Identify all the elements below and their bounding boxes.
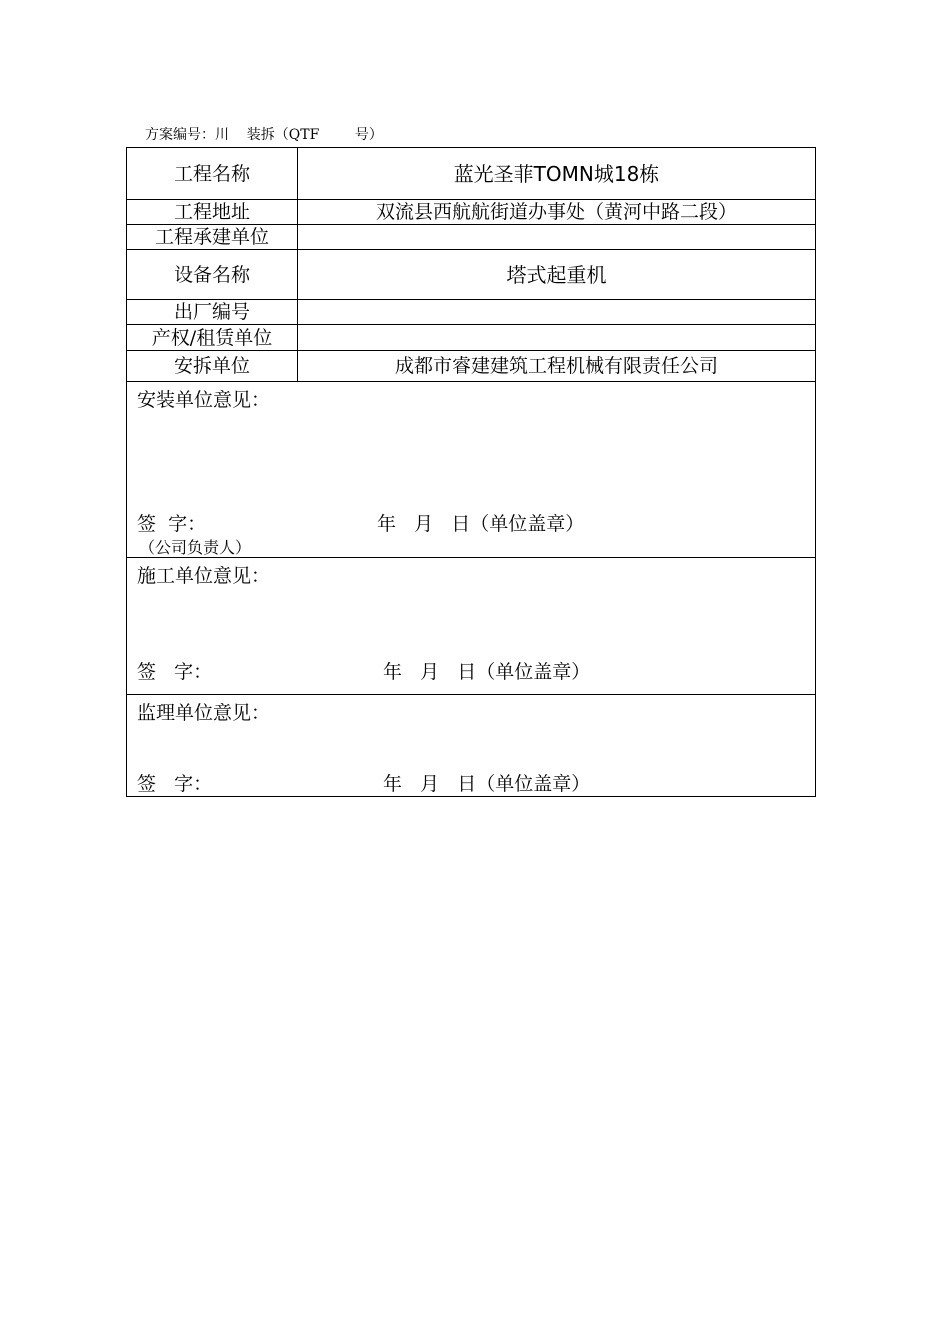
construction-opinion-cell xyxy=(127,558,816,695)
project-name-value: 蓝光圣菲TOMN城18栋 xyxy=(298,148,816,200)
supervision-opinion-cell xyxy=(127,695,816,797)
supervision-date-stamp: 年 月 日（单位盖章） xyxy=(383,773,591,795)
factory-number-value xyxy=(298,300,816,325)
row-factory-number xyxy=(127,300,816,325)
factory-number-label: 出厂编号 xyxy=(127,300,298,325)
row-equipment-name xyxy=(127,250,816,300)
row-construction-opinion xyxy=(127,558,816,695)
project-address-value: 双流县西航航街道办事处（黄河中路二段） xyxy=(298,200,816,225)
install-opinion-title: 安装单位意见： xyxy=(137,389,271,411)
contractor-value xyxy=(298,225,816,250)
install-date-stamp: 年 月 日（单位盖章） xyxy=(377,513,585,535)
owner-value xyxy=(298,325,816,351)
row-install-opinion xyxy=(127,382,816,558)
install-opinion-cell xyxy=(127,382,816,558)
construction-opinion-title: 施工单位意见： xyxy=(137,565,271,587)
row-owner xyxy=(127,325,816,351)
scheme-number: 方案编号：川 装拆（QTF 号） xyxy=(145,127,383,143)
owner-label: 产权/租赁单位 xyxy=(127,325,298,351)
equipment-name-label: 设备名称 xyxy=(127,250,298,300)
install-sign-label: 签 字： xyxy=(137,513,207,535)
row-installer xyxy=(127,351,816,382)
construction-sign-label: 签 字： xyxy=(137,661,213,683)
tower-crane-form xyxy=(126,147,816,797)
install-company-head-note: （公司负责人） xyxy=(139,538,252,557)
supervision-opinion-title: 监理单位意见： xyxy=(137,702,271,724)
installer-value: 成都市睿建建筑工程机械有限责任公司 xyxy=(298,351,816,382)
construction-date-stamp: 年 月 日（单位盖章） xyxy=(383,661,591,683)
installer-label: 安拆单位 xyxy=(127,351,298,382)
row-supervision-opinion xyxy=(127,695,816,797)
row-project-address xyxy=(127,200,816,225)
row-project-name xyxy=(127,148,816,200)
project-name-label: 工程名称 xyxy=(127,148,298,200)
equipment-name-value: 塔式起重机 xyxy=(298,250,816,300)
row-contractor xyxy=(127,225,816,250)
supervision-sign-label: 签 字： xyxy=(137,773,213,795)
contractor-label: 工程承建单位 xyxy=(127,225,298,250)
project-address-label: 工程地址 xyxy=(127,200,298,225)
